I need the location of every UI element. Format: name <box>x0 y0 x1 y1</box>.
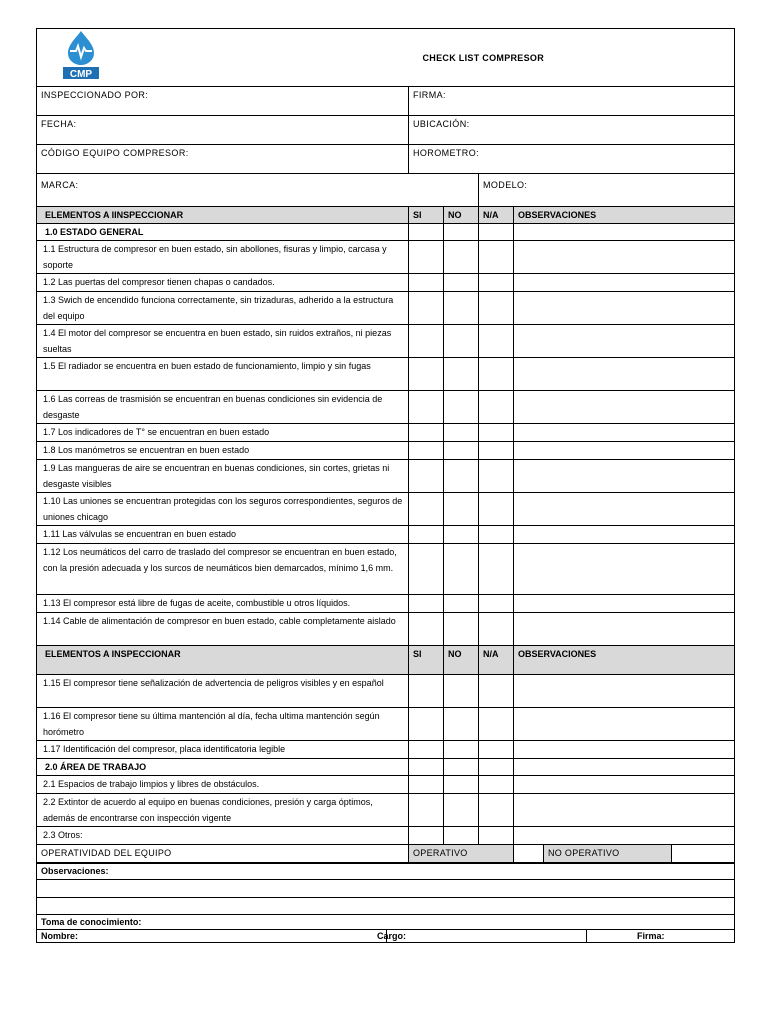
obs-cell[interactable] <box>514 292 735 325</box>
obs-cell[interactable] <box>514 526 735 544</box>
table-header <box>37 646 735 675</box>
check-no[interactable] <box>444 827 479 845</box>
check-si[interactable] <box>409 794 444 827</box>
check-no[interactable] <box>444 776 479 794</box>
toma-label: Toma de conocimiento: <box>37 915 735 930</box>
check-na[interactable] <box>479 460 514 493</box>
col-na: N/A <box>479 646 514 675</box>
obs-cell[interactable] <box>514 391 735 424</box>
operatividad-label: OPERATIVIDAD DEL EQUIPO <box>37 845 409 863</box>
observaciones-line-2[interactable] <box>37 898 735 915</box>
obs-cell[interactable] <box>514 325 735 358</box>
list-item: 1.8 Los manómetros se encuentran en buen estado <box>37 442 409 460</box>
list-item: 1.11 Las válvulas se encuentran en buen estado <box>37 526 409 544</box>
check-no[interactable] <box>444 391 479 424</box>
list-item: 1.12 Los neumáticos del carro de traslado del compresor se encuentran en buen estado, con la presión adecuada y los surcos de neumáticos bien demarcados, mínimo 1,6 mm. <box>37 544 409 595</box>
obs-cell[interactable] <box>514 224 735 241</box>
horometro-field[interactable]: HOROMETRO: <box>409 145 735 174</box>
ubicacion-field[interactable]: UBICACIÓN: <box>409 116 735 145</box>
list-item: 1.5 El radiador se encuentra en buen estado de funcionamiento, limpio y sin fugas <box>37 358 409 391</box>
check-na[interactable] <box>479 794 514 827</box>
obs-cell[interactable] <box>514 794 735 827</box>
logo-cell <box>37 29 409 87</box>
list-item: 1.7 Los indicadores de T° se encuentran en buen estado <box>37 424 409 442</box>
check-na[interactable] <box>479 325 514 358</box>
fecha-field[interactable]: FECHA: <box>37 116 409 145</box>
col-na: N/A <box>479 207 514 224</box>
operativo-label: OPERATIVO <box>409 845 514 863</box>
col-no: NO <box>444 646 479 675</box>
check-no[interactable] <box>444 613 479 646</box>
check-si[interactable] <box>409 442 444 460</box>
obs-cell[interactable] <box>514 827 735 845</box>
modelo-field[interactable]: MODELO: <box>479 174 735 207</box>
check-si[interactable] <box>409 325 444 358</box>
check-no[interactable] <box>444 424 479 442</box>
obs-cell[interactable] <box>514 544 735 595</box>
col-si: SI <box>409 646 444 675</box>
list-item: 2.3 Otros: <box>37 827 409 845</box>
check-na[interactable] <box>479 442 514 460</box>
col-si: SI <box>409 207 444 224</box>
list-item: 1.15 El compresor tiene señalización de advertencia de peligros visibles y en español <box>37 675 409 708</box>
page-title: CHECK LIST COMPRESOR <box>409 29 735 87</box>
check-na[interactable] <box>479 708 514 741</box>
obs-cell[interactable] <box>514 442 735 460</box>
check-no[interactable] <box>444 759 479 776</box>
obs-cell[interactable] <box>514 595 735 613</box>
section-title: 2.0 ÁREA DE TRABAJO <box>37 759 409 776</box>
col-observaciones: OBSERVACIONES <box>514 646 735 675</box>
observaciones-line-1[interactable] <box>37 880 735 898</box>
obs-cell[interactable] <box>514 460 735 493</box>
obs-cell[interactable] <box>514 493 735 526</box>
list-item: 2.2 Extintor de acuerdo al equipo en buenas condiciones, presión y carga óptimos, además de encontrarse con inspección vigente <box>37 794 409 827</box>
table-header <box>37 207 735 224</box>
observaciones-label: Observaciones: <box>37 864 735 880</box>
obs-cell[interactable] <box>514 274 735 292</box>
no-operativo-checkbox[interactable] <box>672 845 735 863</box>
obs-cell[interactable] <box>514 759 735 776</box>
check-si[interactable] <box>409 759 444 776</box>
check-si[interactable] <box>409 493 444 526</box>
checklist-table <box>36 28 735 863</box>
check-si[interactable] <box>409 613 444 646</box>
codigo-field[interactable]: CÓDIGO EQUIPO COMPRESOR: <box>37 145 409 174</box>
list-item: 1.2 Las puertas del compresor tienen chapas o candados. <box>37 274 409 292</box>
check-no[interactable] <box>444 526 479 544</box>
check-si[interactable] <box>409 292 444 325</box>
check-si[interactable] <box>409 675 444 708</box>
check-no[interactable] <box>444 794 479 827</box>
cargo-field[interactable]: Cargo: <box>377 930 577 943</box>
list-item: 1.13 El compresor está libre de fugas de aceite, combustible u otros líquidos. <box>37 595 409 613</box>
check-si[interactable] <box>409 708 444 741</box>
checklist-sheet <box>36 28 734 943</box>
check-no[interactable] <box>444 442 479 460</box>
check-si[interactable] <box>409 224 444 241</box>
company-logo <box>59 29 103 84</box>
check-si[interactable] <box>409 424 444 442</box>
check-no[interactable] <box>444 460 479 493</box>
check-no[interactable] <box>444 595 479 613</box>
nombre-field[interactable]: Nombre: <box>37 930 387 943</box>
check-si[interactable] <box>409 595 444 613</box>
check-na[interactable] <box>479 274 514 292</box>
check-no[interactable] <box>444 292 479 325</box>
check-no[interactable] <box>444 741 479 759</box>
check-na[interactable] <box>479 595 514 613</box>
list-item: 1.1 Estructura de compresor en buen estado, sin abollones, fisuras y limpio, carcasa y soporte <box>37 241 409 274</box>
list-item: 1.9 Las mangueras de aire se encuentran en buenas condiciones, sin cortes, grietas ni desgaste visibles <box>37 460 409 493</box>
check-na[interactable] <box>479 827 514 845</box>
check-no[interactable] <box>444 241 479 274</box>
list-item: 1.10 Las uniones se encuentran protegidas con los seguros correspondientes, seguros de uniones chicago <box>37 493 409 526</box>
check-no[interactable] <box>444 325 479 358</box>
marca-field[interactable]: MARCA: <box>37 174 479 207</box>
check-na[interactable] <box>479 292 514 325</box>
obs-cell[interactable] <box>514 424 735 442</box>
obs-cell[interactable] <box>514 675 735 708</box>
check-si[interactable] <box>409 526 444 544</box>
no-operativo-label: NO OPERATIVO <box>544 845 672 863</box>
check-na[interactable] <box>479 224 514 241</box>
firma-field[interactable]: FIRMA: <box>409 87 735 116</box>
check-si[interactable] <box>409 460 444 493</box>
check-si[interactable] <box>409 776 444 794</box>
list-item: 1.6 Las correas de trasmisión se encuentran en buenas condiciones sin evidencia de desgaste <box>37 391 409 424</box>
check-no[interactable] <box>444 224 479 241</box>
check-si[interactable] <box>409 274 444 292</box>
list-item: 1.14 Cable de alimentación de compresor en buen estado, cable completamente aislado <box>37 613 409 646</box>
section-title: 1.0 ESTADO GENERAL <box>37 224 409 241</box>
check-si[interactable] <box>409 741 444 759</box>
check-si[interactable] <box>409 241 444 274</box>
check-na[interactable] <box>479 526 514 544</box>
list-item: 2.1 Espacios de trabajo limpios y libres de obstáculos. <box>37 776 409 794</box>
obs-cell[interactable] <box>514 776 735 794</box>
check-na[interactable] <box>479 776 514 794</box>
col-elementos: ELEMENTOS A IINSPECCIONAR <box>37 207 409 224</box>
list-item: 1.16 El compresor tiene su última mantención al día, fecha ultima mantención según horómetro <box>37 708 409 741</box>
check-na[interactable] <box>479 241 514 274</box>
obs-cell[interactable] <box>514 241 735 274</box>
check-na[interactable] <box>479 675 514 708</box>
check-na[interactable] <box>479 358 514 391</box>
check-no[interactable] <box>444 708 479 741</box>
check-no[interactable] <box>444 493 479 526</box>
obs-cell[interactable] <box>514 708 735 741</box>
obs-cell[interactable] <box>514 358 735 391</box>
check-na[interactable] <box>479 741 514 759</box>
col-elementos: ELEMENTOS A INSPECCIONAR <box>37 646 409 675</box>
obs-cell[interactable] <box>514 741 735 759</box>
check-no[interactable] <box>444 274 479 292</box>
list-item: 1.4 El motor del compresor se encuentra en buen estado, sin ruidos extraños, ni piezas sueltas <box>37 325 409 358</box>
operativo-checkbox[interactable] <box>514 845 544 863</box>
check-si[interactable] <box>409 391 444 424</box>
obs-cell[interactable] <box>514 613 735 646</box>
check-na[interactable] <box>479 424 514 442</box>
check-na[interactable] <box>479 493 514 526</box>
check-no[interactable] <box>444 544 479 595</box>
check-si[interactable] <box>409 544 444 595</box>
col-no: NO <box>444 207 479 224</box>
check-no[interactable] <box>444 675 479 708</box>
check-na[interactable] <box>479 613 514 646</box>
list-item: 1.17 Identificación del compresor, placa identificatoria legible <box>37 741 409 759</box>
check-na[interactable] <box>479 759 514 776</box>
check-na[interactable] <box>479 391 514 424</box>
logo-text: CMP <box>69 69 93 80</box>
footer-table <box>36 863 735 943</box>
inspector-field[interactable]: INSPECCIONADO POR: <box>37 87 409 116</box>
firma-sign-field[interactable]: Firma: <box>587 930 735 943</box>
check-si[interactable] <box>409 358 444 391</box>
col-observaciones: OBSERVACIONES <box>514 207 735 224</box>
check-no[interactable] <box>444 358 479 391</box>
list-item: 1.3 Swich de encendido funciona correctamente, sin trizaduras, adherido a la estructura del equipo <box>37 292 409 325</box>
check-si[interactable] <box>409 827 444 845</box>
check-na[interactable] <box>479 544 514 595</box>
